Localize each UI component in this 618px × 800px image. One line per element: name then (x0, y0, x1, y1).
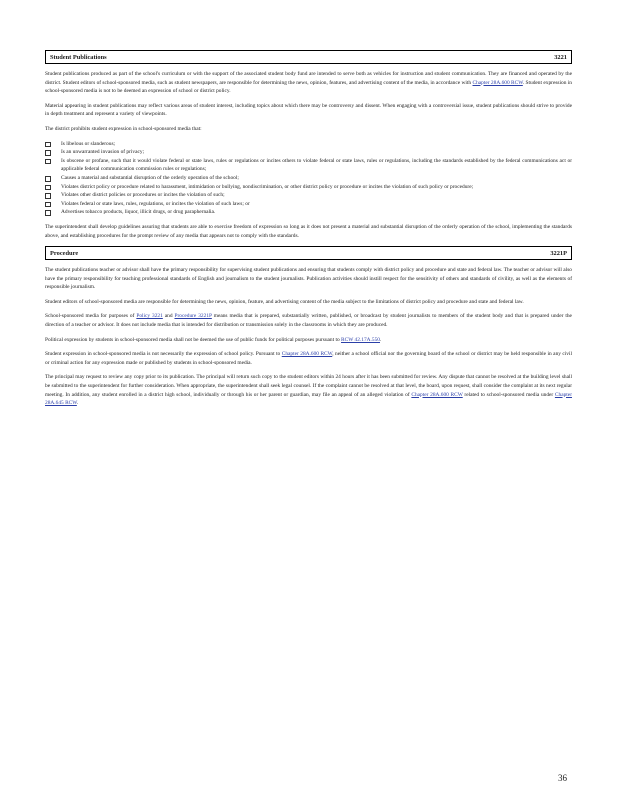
list-item: Is obscene or profane, such that it would violate federal or state laws, rules or regulations or incites others to violate federal or state laws, rules or regulations, including the standards established by the federal communications act or applicable federal communication commission rules or regulations; (45, 157, 572, 174)
checkbox-bullet-icon (45, 210, 51, 216)
section-title: Student Publications (50, 53, 107, 61)
checkbox-bullet-icon (45, 159, 51, 165)
rcw-42-17a-550-link[interactable]: RCW 42.17A.550 (341, 336, 380, 343)
section-code: 3221 (554, 53, 567, 61)
checkbox-bullet-icon (45, 185, 51, 191)
paragraph: Political expression by students in school-sponsored media shall not be deemed the use of public funds for political purposes pursuant to RCW 42.17A.550. (45, 336, 382, 343)
paragraph: Material appearing in student publications may reflect various areas of student interest, including topics about which there may be controversy and dissent. When engaging with a controversial issue, student publications should strive to provide in depth treatment and represent a variety of viewpoints. (45, 102, 572, 118)
checkbox-bullet-icon (45, 176, 51, 182)
list-item: Is libelous or slanderous; (45, 140, 572, 149)
list-item: Is an unwarranted invasion of privacy; (45, 148, 572, 157)
paragraph: The district prohibits student expression in school-sponsored media that: (45, 125, 202, 132)
checkbox-bullet-icon (45, 202, 51, 208)
paragraph: The principal may request to review any copy prior to its publication. The principal will return such copy to the student editors within 24 hours after it has been submitted for review. Any dispute that cannot be resolved at the building level shall be submitted to the superintendent for further consideration. When appropriate, the superintendent shall seek legal counsel. If the complaint cannot be resolved at that level, the board, upon request, shall consider the complaint at its next regular meeting. In addition, any student enrolled in a district high school, individually or through his or her parent or guardian, may file an appeal of an alleged violation of Chapter 28A.600 RCW related to school-sponsored media under Chapter 28A.645 RCW. (45, 374, 572, 407)
section-header-student-publications (45, 50, 572, 64)
checkbox-bullet-icon (45, 150, 51, 156)
list-item: Causes a material and substantial disruption of the orderly operation of the school; (45, 174, 572, 183)
list-item: Violates district policy or procedure related to harassment, intimidation or bullying, nondiscrimination, or other district policy or procedure or incites the violation of such policy or procedure; (45, 183, 572, 192)
rcw-28a-600-link[interactable]: Chapter 28A.600 RCW (281, 351, 333, 358)
list-item: Violates federal or state laws, rules, regulations, or incites the violation of such laws; or (45, 200, 572, 209)
paragraph: Student expression in school-sponsored media is not necessarily the expression of school policy. Pursuant to Chapter 28A.600 RCW, neither a school official nor the governing board of the school or district may be held responsible in any civil or criminal action for any expression made or published by students in school-sponsored media. (45, 351, 572, 366)
list-item: Violates other district policies or procedures or incites the violation of such; (45, 191, 572, 200)
section-title: Procedure (50, 249, 79, 257)
section-header-procedure (45, 246, 572, 260)
paragraph: The superintendent shall develop guidelines assuring that students are able to exercise freedom of expression so long as it does not present a material and substantial disruption of the orderly operation of the school, implementing the standards above, and establishing procedures for the prompt review of any media that appears not to comply with the standards. (45, 223, 572, 239)
procedure-3221p-link[interactable]: Procedure 3221P (174, 313, 212, 320)
checkbox-bullet-icon (45, 142, 51, 148)
list-item: Advertises tobacco products, liquor, illicit drugs, or drug paraphernalia. (45, 208, 572, 217)
section-code: 3221P (550, 249, 567, 257)
paragraph: The student publications teacher or advisor shall have the primary responsibility for supervising student publications and ensuring that students comply with district policy and procedure and state and federal law. The teacher or advisor will also have the primary responsibility for teaching professional standards of English and journalism to the student journalists. Publication activities should instill respect for the sensitivity of others and standards of civility, as well as the elements of responsible journalism. (45, 267, 572, 291)
rcw-28a-600-link[interactable]: Chapter 28A.600 RCW (411, 391, 463, 398)
paragraph: Student editors of school-sponsored media are responsible for determining the news, opinion, feature, and advertising content of the media subject to the limitations of district policy and procedure and state and federal law. (45, 298, 524, 305)
checkbox-bullet-icon (45, 193, 51, 199)
rcw-28a-645-link[interactable]: Chapter 28A.645 RCW (45, 391, 572, 407)
paragraph: School-sponsored media for purposes of Policy 3221 and Procedure 3221P means media that is prepared, substantially written, published, or broadcast by student journalists to members of the student body and that is prepared under the direction of a teacher or advisor. It does not include media that is intended for distribution or transmission solely in the classrooms in which they are produced. (45, 313, 572, 329)
paragraph: Student publications produced as part of the school's curriculum or with the support of the associated student body fund are intended to serve both as vehicles for instruction and student communication. They are financed and operated by the district. Student editors of school-sponsored media, such as student newspapers, are responsible for determining the news, opinion, features, and advertising content of the media, in accordance with Chapter 28A.600 RCW. Student expression in school-sponsored media is not to be deemed an expression of school or district policy. (45, 71, 572, 95)
policy-3221-link[interactable]: Policy 3221 (136, 313, 163, 320)
prohibited-list (45, 140, 572, 217)
policy-page (45, 50, 572, 408)
rcw-link[interactable]: Chapter 28A.600 RCW (472, 79, 523, 86)
page-number: 36 (558, 773, 567, 783)
